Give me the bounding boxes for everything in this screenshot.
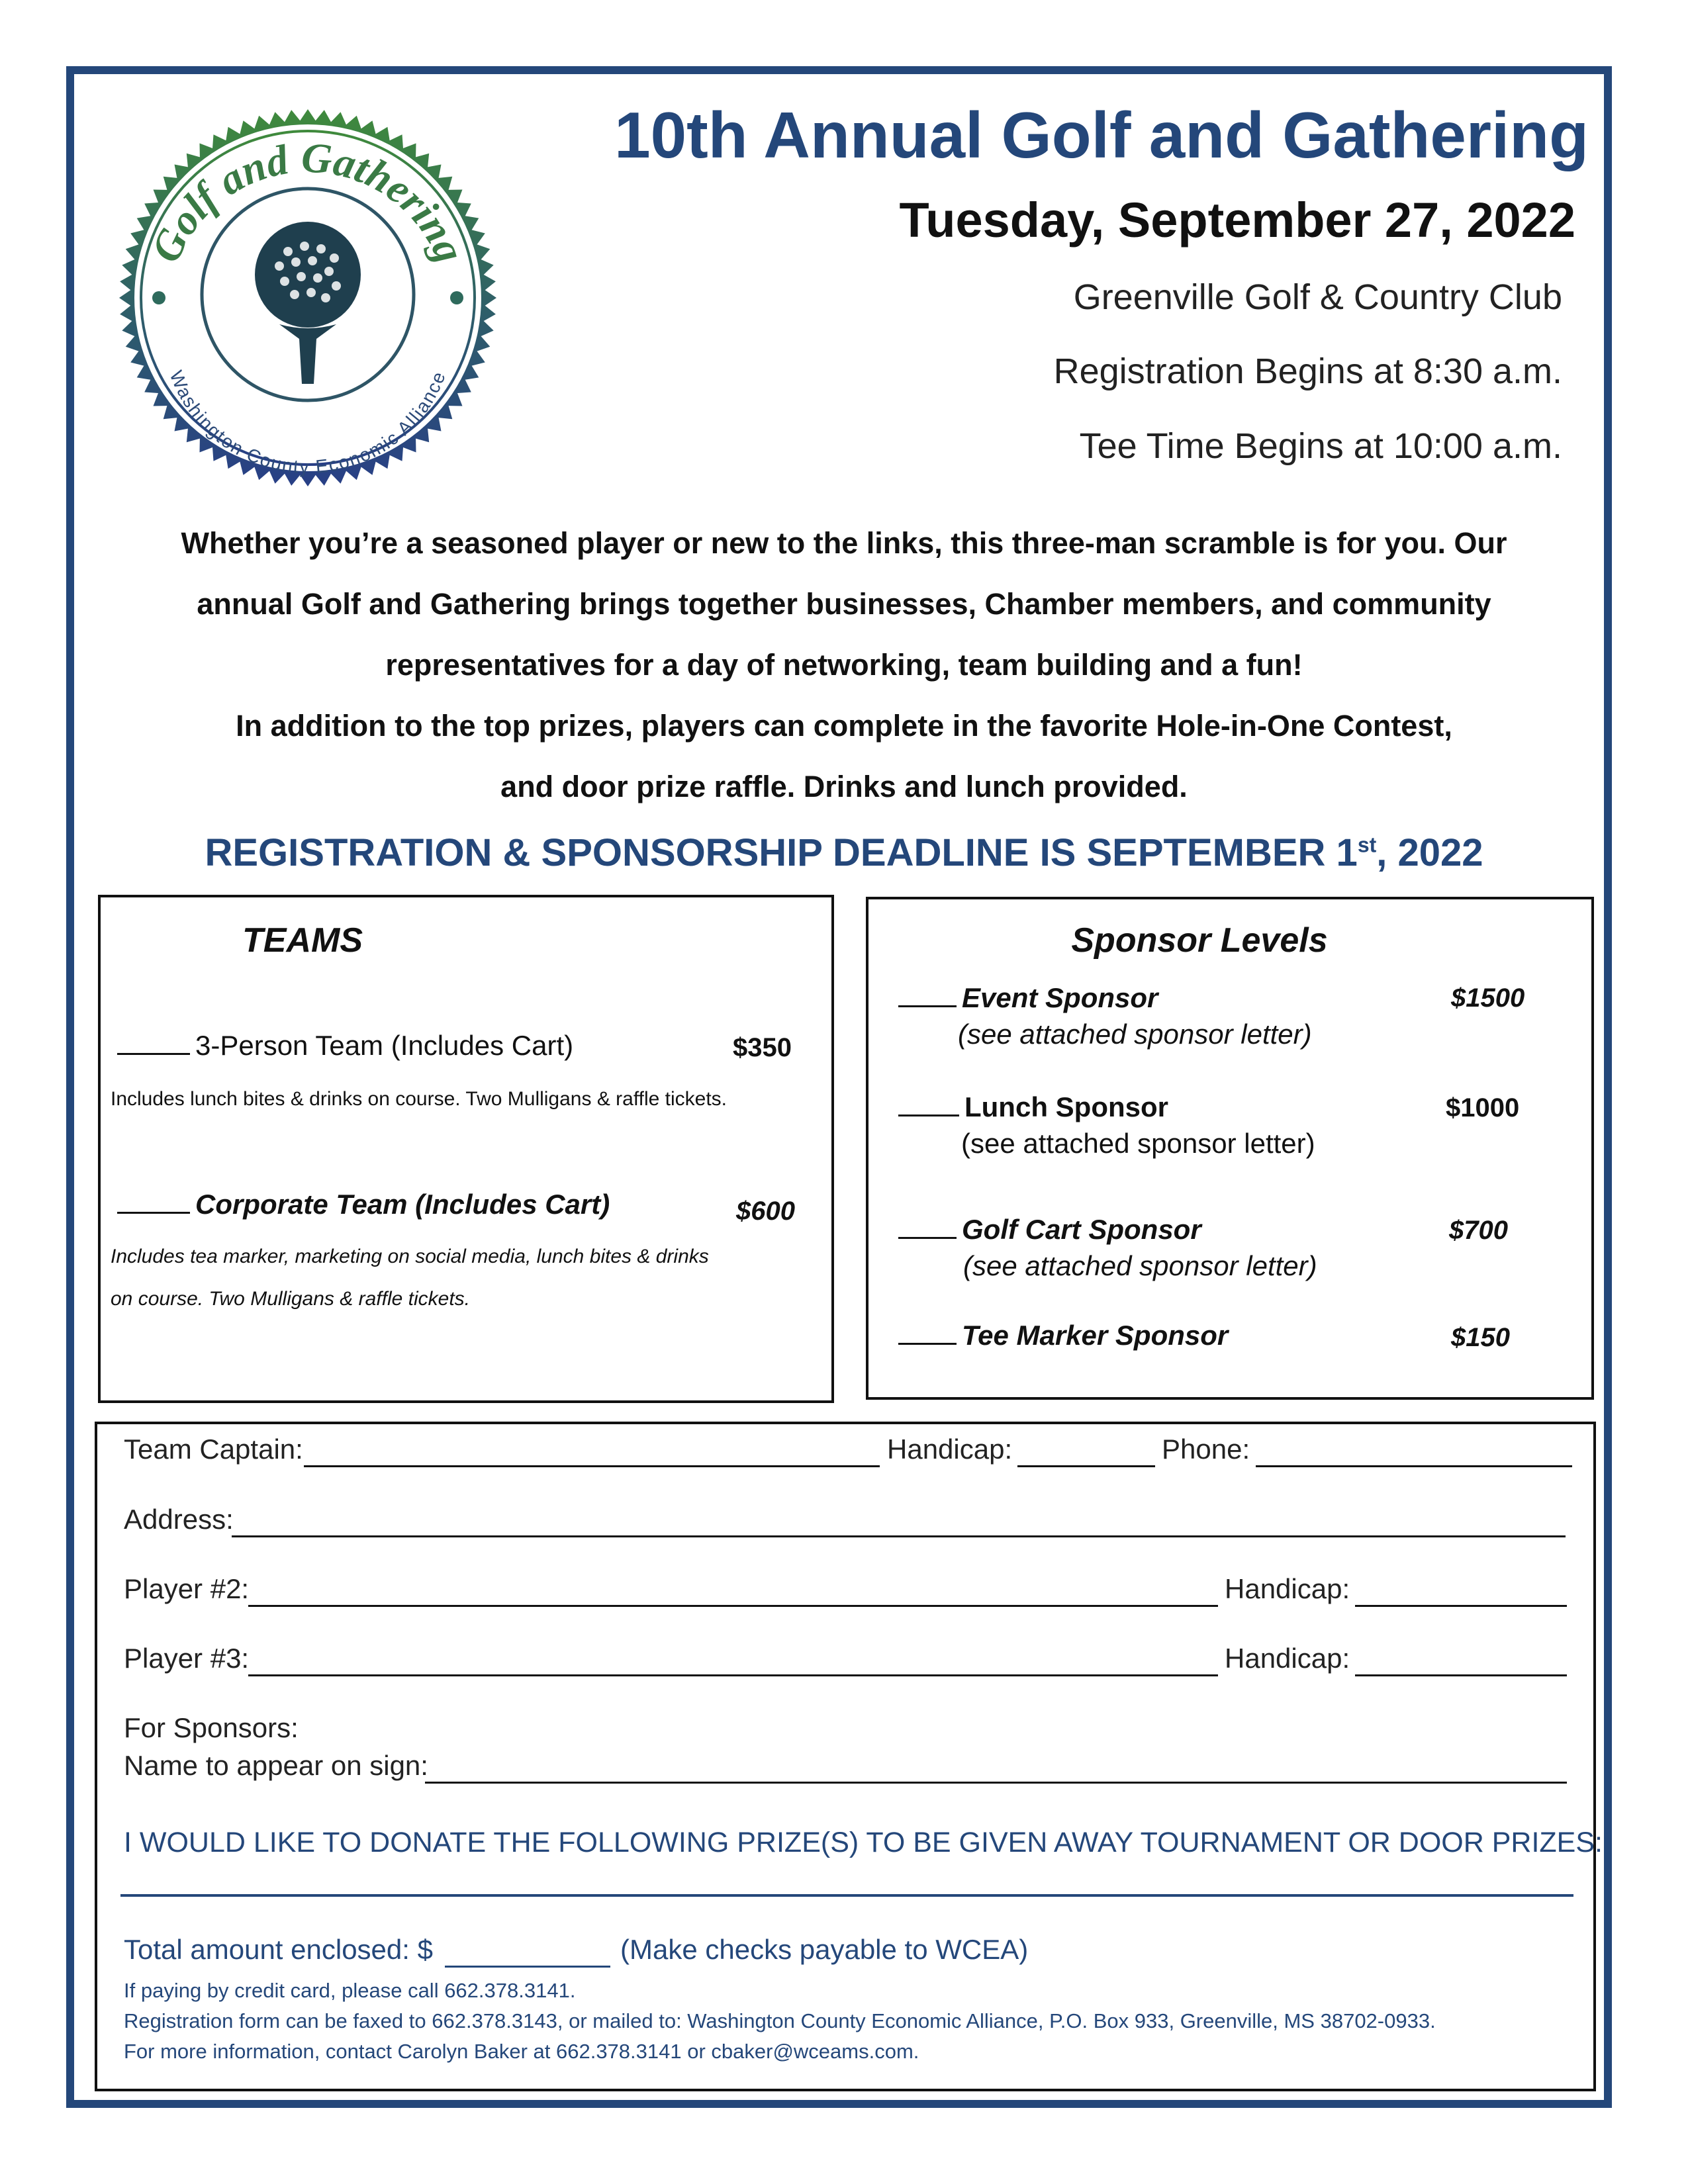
team-note-corporate-2: on course. Two Mulligans & raffle tickets. xyxy=(111,1288,470,1310)
event-date: Tuesday, September 27, 2022 xyxy=(899,193,1575,248)
sponsor-box xyxy=(866,897,1594,1400)
tee-time: Tee Time Begins at 10:00 a.m. xyxy=(1079,426,1562,466)
team-note-corporate-1: Includes tea marker, marketing on social media, lunch bites & drinks xyxy=(111,1246,709,1267)
donate-prizes-label: I WOULD LIKE TO DONATE THE FOLLOWING PRIZE(S) TO BE GIVEN AWAY TOURNAMENT OR DOOR PRIZES: xyxy=(124,1827,1603,1858)
contact-info-note: For more information, contact Carolyn Baker at 662.378.3141 or cbaker@wceams.com. xyxy=(124,2040,919,2063)
sponsor-price-lunch: $1000 xyxy=(1446,1093,1520,1122)
total-enclosed-label: Total amount enclosed: $ xyxy=(124,1934,433,1965)
registration-form xyxy=(95,1422,1603,2091)
sponsor-sub-golf-cart: (see attached sponsor letter) xyxy=(963,1250,1317,1281)
intro-line-3: representatives for a day of networking, team building and a fun! xyxy=(385,648,1303,682)
for-sponsors-label: For Sponsors: xyxy=(124,1712,299,1743)
phone-label: Phone: xyxy=(1162,1433,1250,1465)
sponsor-option-event[interactable]: Event Sponsor xyxy=(898,982,1158,1014)
player2-handicap-field[interactable] xyxy=(1355,1605,1567,1607)
sign-name-field[interactable] xyxy=(425,1782,1567,1784)
sign-name-label: Name to appear on sign: xyxy=(124,1750,428,1781)
player3-handicap-field[interactable] xyxy=(1355,1674,1567,1676)
address-field[interactable] xyxy=(232,1535,1566,1537)
captain-handicap-label: Handicap: xyxy=(887,1433,1013,1465)
team-price-3-person: $350 xyxy=(733,1033,792,1062)
captain-handicap-field[interactable] xyxy=(1017,1465,1155,1467)
donate-prizes-field[interactable] xyxy=(120,1894,1573,1897)
team-captain-label: Team Captain: xyxy=(124,1433,303,1465)
player2-label: Player #2: xyxy=(124,1573,250,1604)
team-price-corporate: $600 xyxy=(736,1197,795,1226)
credit-card-note: If paying by credit card, please call 662.378.3141. xyxy=(124,1979,576,2002)
sponsor-sub-event: (see attached sponsor letter) xyxy=(958,1019,1312,1050)
sponsor-option-tee-marker[interactable]: Tee Marker Sponsor xyxy=(898,1320,1228,1351)
player3-label: Player #3: xyxy=(124,1643,250,1674)
player2-handicap-label: Handicap: xyxy=(1225,1573,1350,1604)
event-venue: Greenville Golf & Country Club xyxy=(1073,277,1562,317)
player2-field[interactable] xyxy=(248,1605,1218,1607)
teams-heading: TEAMS xyxy=(242,921,363,960)
sponsor-heading: Sponsor Levels xyxy=(1071,921,1328,960)
logo-ring-text: Washington County Economic Alliance xyxy=(165,367,450,478)
player3-field[interactable] xyxy=(248,1674,1218,1676)
team-captain-field[interactable] xyxy=(304,1465,880,1467)
registration-time: Registration Begins at 8:30 a.m. xyxy=(1053,351,1562,391)
checks-payable-note: (Make checks payable to WCEA) xyxy=(620,1934,1029,1965)
event-title: 10th Annual Golf and Gathering xyxy=(614,99,1589,171)
sponsor-price-event: $1500 xyxy=(1451,983,1525,1013)
deadline-banner: REGISTRATION & SPONSORSHIP DEADLINE IS SEPTEMBER 1st, 2022 xyxy=(205,831,1483,874)
team-option-corporate[interactable]: Corporate Team (Includes Cart) xyxy=(117,1189,610,1220)
team-option-3-person[interactable]: 3-Person Team (Includes Cart) xyxy=(117,1030,573,1062)
intro-line-4: In addition to the top prizes, players can complete in the favorite Hole-in-One Contest, xyxy=(236,709,1452,743)
phone-field[interactable] xyxy=(1256,1465,1572,1467)
intro-line-1: Whether you’re a seasoned player or new to the links, this three-man scramble is for you. Our xyxy=(181,526,1507,560)
teams-box xyxy=(98,895,834,1403)
sponsor-option-lunch[interactable]: Lunch Sponsor xyxy=(898,1091,1168,1123)
intro-line-5: and door prize raffle. Drinks and lunch provided. xyxy=(500,770,1188,803)
sponsor-sub-lunch: (see attached sponsor letter) xyxy=(961,1128,1315,1159)
intro-line-2: annual Golf and Gathering brings together businesses, Chamber members, and community xyxy=(197,587,1491,621)
fax-mail-note: Registration form can be faxed to 662.378.3143, or mailed to: Washington County Economic Alliance, P.O. Box 933, Greenville, MS 38702-0933. xyxy=(124,2009,1436,2032)
sponsor-price-tee-marker: $150 xyxy=(1451,1323,1510,1352)
team-note-3-person: Includes lunch bites & drinks on course. Two Mulligans & raffle tickets. xyxy=(111,1088,727,1110)
player3-handicap-label: Handicap: xyxy=(1225,1643,1350,1674)
sponsor-price-golf-cart: $700 xyxy=(1449,1216,1508,1245)
golf-gathering-logo xyxy=(106,93,510,503)
logo-arc-text: Golf and Gathering xyxy=(141,134,475,269)
address-label: Address: xyxy=(124,1504,234,1535)
total-enclosed-field[interactable] xyxy=(445,1966,610,1968)
sponsor-option-golf-cart[interactable]: Golf Cart Sponsor xyxy=(898,1214,1201,1246)
